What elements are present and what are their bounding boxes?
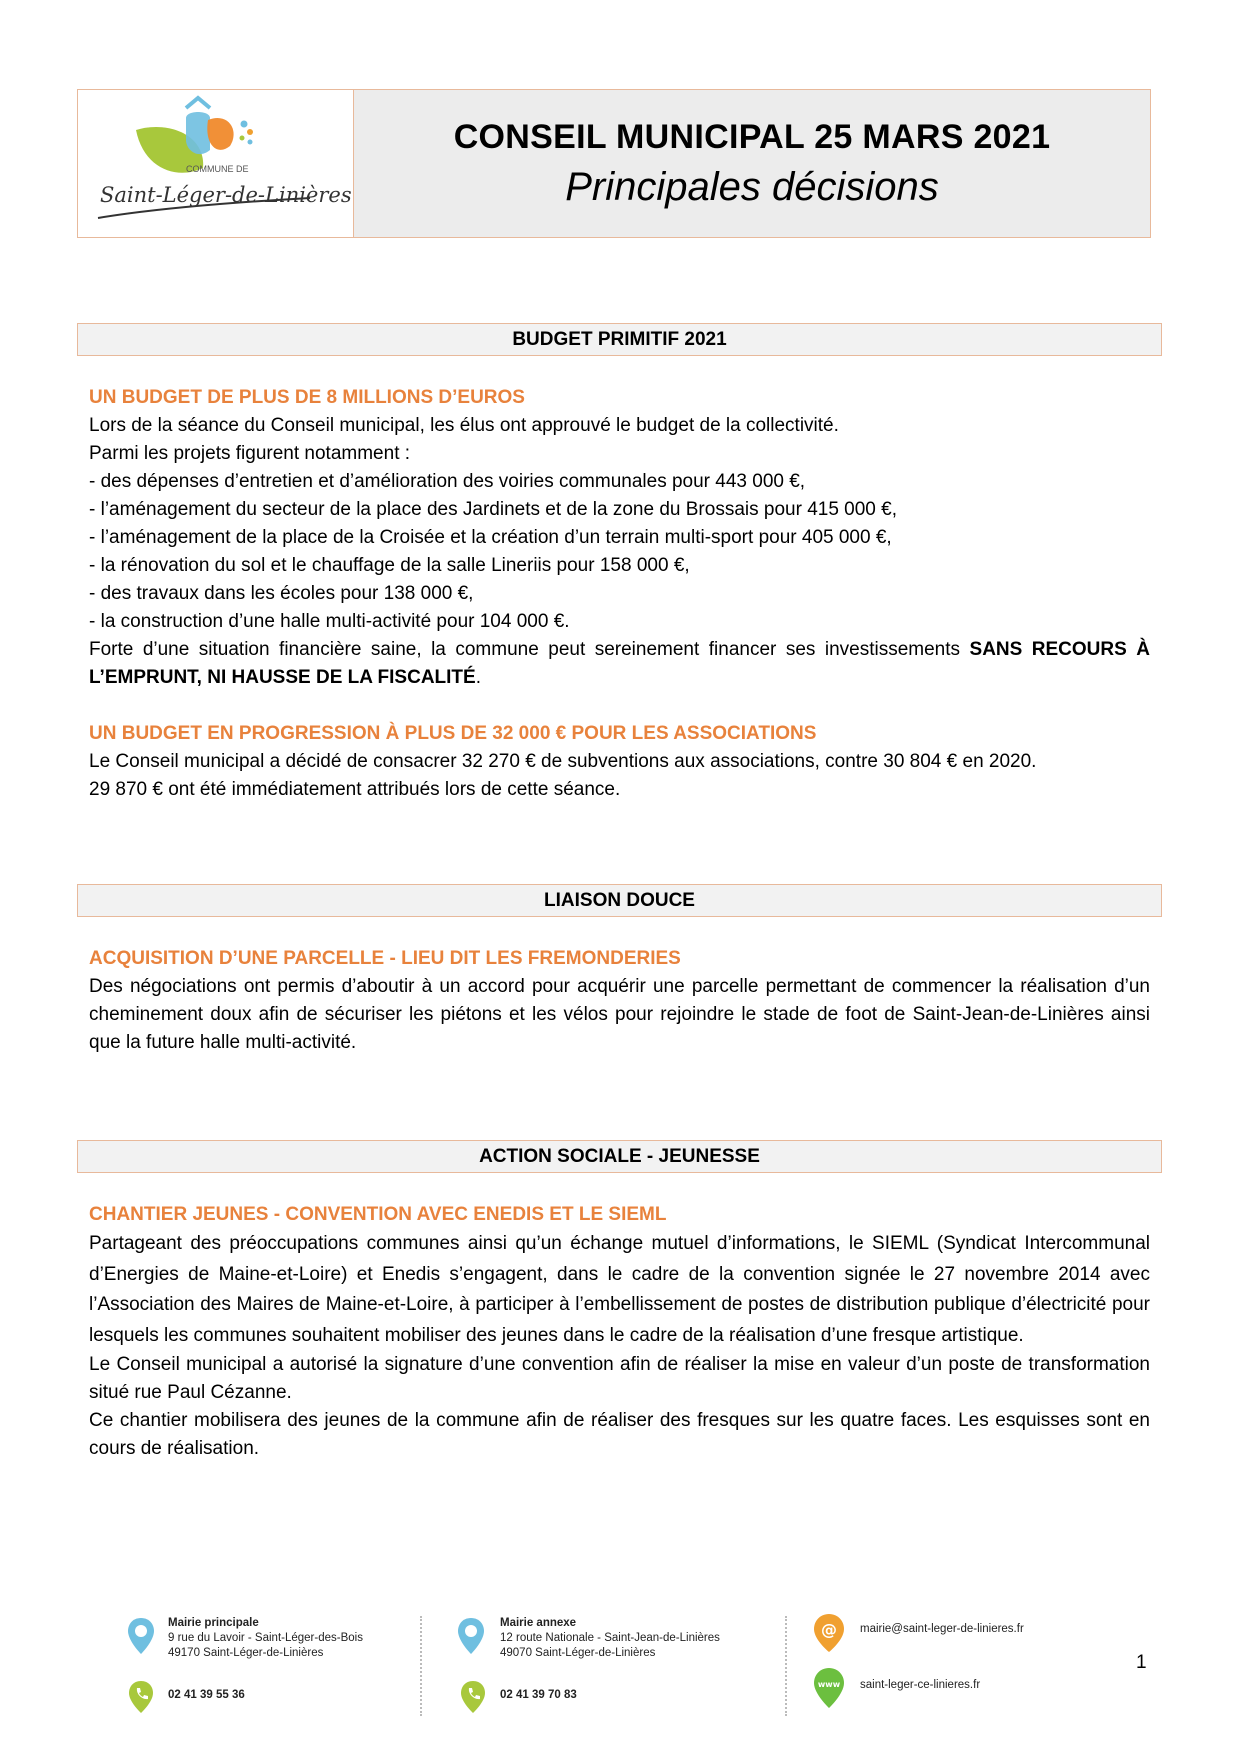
social-paragraph-2: Le Conseil municipal a autorisé la signature d’une convention afin de réaliser la mise en valeur d’un poste de transformation situé rue Paul Cézanne. xyxy=(89,1354,1150,1403)
footer-website[interactable]: saint-leger-ce-linieres.fr xyxy=(860,1679,981,1691)
footer-email[interactable]: mairie@saint-leger-de-linieres.fr xyxy=(860,1623,1024,1635)
phone-icon xyxy=(128,1680,154,1714)
budget-line: - des dépenses d’entretien et d’amélioration des voiries communales pour 443 000 €, xyxy=(89,471,806,492)
email-at-icon xyxy=(812,1612,846,1654)
svg-text:@: @ xyxy=(821,1620,837,1639)
budget-line: Parmi les projets figurent notamment : xyxy=(89,443,411,464)
budget-line: - la construction d’une halle multi-activité pour 104 000 €. xyxy=(89,611,570,632)
footer-main-title: Mairie principale xyxy=(168,1617,259,1629)
budget-line: - la rénovation du sol et le chauffage de la salle Lineriis pour 158 000 €, xyxy=(89,555,690,576)
footer-main-phone: 02 41 39 55 36 xyxy=(168,1689,245,1701)
logo-text-top: COMMUNE DE xyxy=(186,164,249,174)
title-cell xyxy=(354,90,1150,237)
phone-icon xyxy=(460,1680,486,1714)
section-heading-social: ACTION SOCIALE - JEUNESSE xyxy=(77,1140,1162,1173)
header-box xyxy=(77,89,1151,238)
location-pin-icon xyxy=(126,1616,156,1656)
page-subtitle: Principales décisions xyxy=(565,164,939,209)
social-content xyxy=(89,1201,1150,1463)
social-subtitle: CHANTIER JEUNES - CONVENTION AVEC ENEDIS ET LE SIEML xyxy=(89,1204,667,1225)
footer-annex-phone: 02 41 39 70 83 xyxy=(500,1689,577,1701)
budget-subtitle-2: UN BUDGET EN PROGRESSION À PLUS DE 32 000 € POUR LES ASSOCIATIONS xyxy=(89,723,817,744)
location-pin-icon xyxy=(456,1616,486,1656)
budget-line: - l’aménagement du secteur de la place des Jardinets et de la zone du Brossais pour 415 000 €, xyxy=(89,499,898,520)
liaison-subtitle: ACQUISITION D’UNE PARCELLE - LIEU DIT LES FREMONDERIES xyxy=(89,948,681,969)
section-heading-budget: BUDGET PRIMITIF 2021 xyxy=(77,323,1162,356)
budget-closing-bold: SANS RECOURS À L’EMPRUNT, NI HAUSSE DE LA FISCALITÉ xyxy=(89,639,1150,688)
liaison-text: Des négociations ont permis d’aboutir à un accord pour acquérir une parcelle permettant de commencer la réalisation d’un cheminement doux afin de sécuriser les piétons et les vélos pour rejoindre le stade de foot de Saint-Jean-de-Linières ainsi que la future halle multi-activité. xyxy=(89,976,1150,1053)
commune-logo-icon xyxy=(78,90,354,239)
www-label: www xyxy=(817,1680,841,1689)
section-heading-liaison: LIAISON DOUCE xyxy=(77,884,1162,917)
page-number: 1 xyxy=(1136,1652,1147,1673)
logo-text-main: Saint-Léger-de-Linières xyxy=(100,183,352,207)
footer-divider xyxy=(420,1616,422,1716)
footer-annex-line1: 12 route Nationale - Saint-Jean-de-Linières xyxy=(500,1632,720,1644)
footer-annex-address xyxy=(500,1616,720,1661)
social-paragraph-1: Partageant des préoccupations communes ainsi qu’un échange mutuel d’informations, le SIEML (Syndicat Intercommunal d’Energies de Maine-et-Loire) et Enedis s’engagent, dans le cadre de la convention signée le 27 novembre 2014 avec l’Association des Maires de Maine-et-Loire, à participer à l’embellissement de postes de distribution publique d’électricité pour lesquels les communes souhaitent mobiliser des jeunes dans le cadre de la réalisation d’une fresque artistique. xyxy=(89,1233,1150,1346)
budget-line: - des travaux dans les écoles pour 138 000 €, xyxy=(89,583,474,604)
social-paragraph-3: Ce chantier mobilisera des jeunes de la commune afin de réaliser des fresques sur les quatre faces. Les esquisses sont en cours de réalisation. xyxy=(89,1410,1150,1459)
footer-main-address xyxy=(168,1616,363,1661)
footer xyxy=(0,1598,1241,1728)
footer-annex-line2: 49070 Saint-Léger-de-Linières xyxy=(500,1647,656,1659)
budget-closing: Forte d’une situation financière saine, la commune peut sereinement financer ses investissements SANS RECOURS À L’EMPRUNT, NI HAUSSE DE LA FISCALITÉ. xyxy=(89,639,1150,688)
assoc-line: Le Conseil municipal a décidé de consacrer 32 270 € de subventions aux associations, contre 30 804 € en 2020. xyxy=(89,751,1037,772)
footer-divider xyxy=(785,1616,787,1716)
budget-subtitle-1: UN BUDGET DE PLUS DE 8 MILLIONS D’EUROS xyxy=(89,387,525,408)
footer-main-line2: 49170 Saint-Léger-de-Linières xyxy=(168,1647,324,1659)
footer-annex-title: Mairie annexe xyxy=(500,1617,577,1629)
page-title: CONSEIL MUNICIPAL 25 MARS 2021 xyxy=(453,117,1051,156)
logo xyxy=(78,90,354,237)
footer-main-line1: 9 rue du Lavoir - Saint-Léger-des-Bois xyxy=(168,1632,363,1644)
budget-content xyxy=(89,384,1150,804)
assoc-line: 29 870 € ont été immédiatement attribués lors de cette séance. xyxy=(89,779,621,800)
web-globe-icon xyxy=(812,1666,846,1710)
liaison-content xyxy=(89,945,1150,1057)
budget-line: Lors de la séance du Conseil municipal, les élus ont approuvé le budget de la collectivité. xyxy=(89,415,839,436)
budget-line: - l’aménagement de la place de la Croisée et la création d’un terrain multi-sport pour 405 000 €, xyxy=(89,527,892,548)
